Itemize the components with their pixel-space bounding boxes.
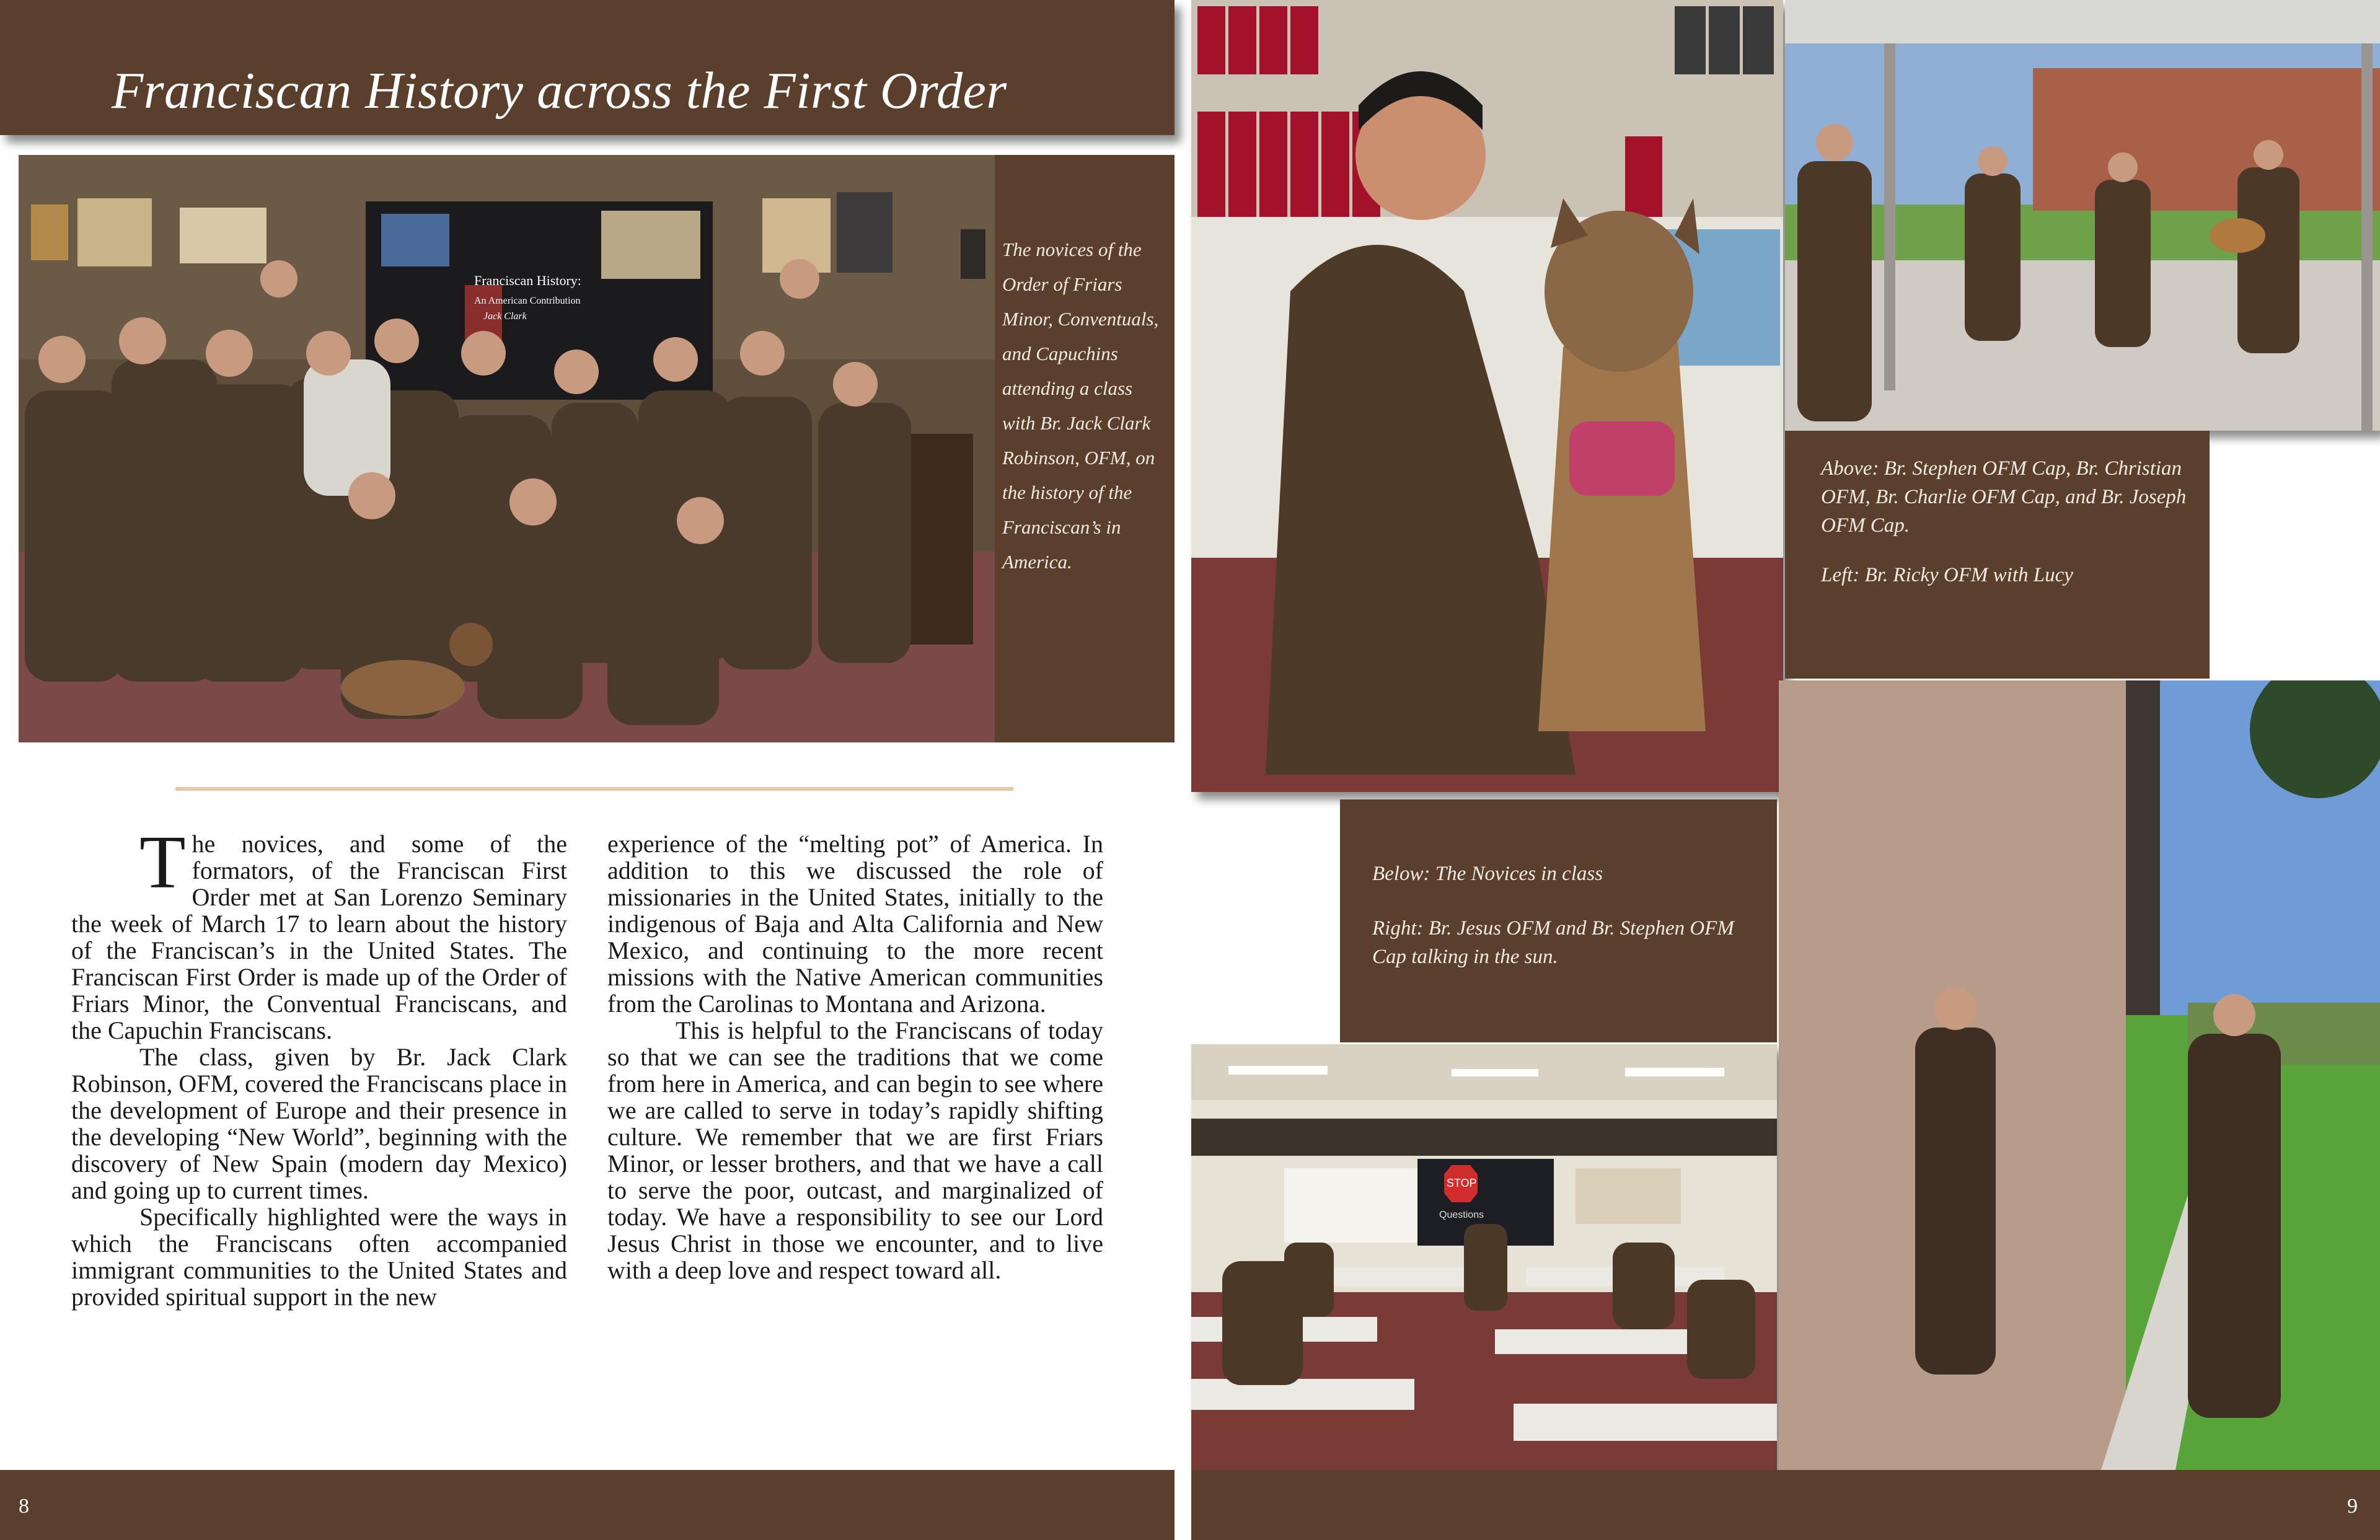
outdoor-talking-photo (1779, 680, 2380, 1470)
slide-questions-text: Questions (1439, 1210, 1484, 1220)
group-photo-caption: The novices of the Order of Friars Minor, Conventuals, and Capuchins attending a class with Br. Jack Clark Robinson, OFM, on the history of the Franciscan’s in America. (1002, 239, 1159, 573)
paragraph: This is helpful to the Franciscans of today so that we can see the traditions that we come from here in America, and can begin to see where we are called to serve in today’s rapidly shifting culture. We remember that we are first Friars Minor, or lesser brothers, and that we have a call to serve the poor, outcast, and marginalized of today. We have a responsibility to see our Lord Jesus Christ in those we encounter, and to live with a deep love and respect toward all. (607, 1016, 1103, 1284)
paragraph: he novices, and some of the formators, of the Franciscan First Order met at San Lorenzo Seminary the week of March 17 to learn about the history of the Franciscan’s in the United States. The Franciscan First Order is made up of the Order of Friars Minor, the Conventual Franciscans, and the Capuchin Franciscans. (71, 830, 567, 1044)
slide-title: Franciscan History: (474, 273, 581, 288)
caption-below: Below: The Novices in class (1372, 863, 1603, 885)
page-title: Franciscan History across the First Order (112, 62, 1007, 120)
body-column-2 (607, 830, 1103, 1283)
paragraph: experience of the “melting pot” of America. In addition to this we discussed the role of missionaries in the United States, initially to the indigenous of Baja and Alta California and New Mexico, and continuing to the more recent missions with the Native American communities from the Carolinas to Montana and Arizona. (607, 830, 1103, 1018)
drop-cap: T (139, 821, 186, 904)
top-right-caption-panel (1785, 431, 2210, 679)
page-number-right: 9 (2347, 1495, 2358, 1518)
group-photo (19, 155, 995, 742)
footer-right (1191, 1470, 2380, 1540)
stop-sign-text: STOP (1447, 1177, 1477, 1189)
paragraph: Specifically highlighted were the ways in which the Franciscans often accompanied immigrant communities to the United States and provided spiritual support in the new (71, 1203, 567, 1311)
group-photo-panel (19, 155, 1175, 742)
page-number-left: 8 (19, 1495, 29, 1518)
friar-with-dog-photo (1191, 0, 1783, 792)
slide-author: Jack Clark (483, 311, 527, 322)
caption-left: Left: Br. Ricky OFM with Lucy (1821, 564, 2073, 586)
paragraph: The class, given by Br. Jack Clark Robinson, OFM, covered the Franciscans place in the development of Europe and their presence in the developing “New World”, beginning with the discovery of New Spain (modern day Mexico) and going up to current times. (71, 1043, 567, 1204)
caption-right: Right: Br. Jesus OFM and Br. Stephen OFM Cap talking in the sun. (1372, 917, 1734, 968)
title-banner (0, 0, 1175, 135)
outdoor-singing-photo (1785, 0, 2380, 431)
footer-left (0, 1470, 1175, 1540)
classroom-photo (1191, 1044, 1777, 1470)
middle-caption-panel (1340, 799, 1777, 1042)
divider-rule (175, 787, 1013, 791)
caption-above: Above: Br. Stephen OFM Cap, Br. Christian OFM, Br. Charlie OFM Cap, and Br. Joseph OFM Cap. (1821, 457, 2187, 537)
body-column-1 (71, 821, 567, 1311)
slide-subtitle: An American Contribution (474, 296, 581, 306)
